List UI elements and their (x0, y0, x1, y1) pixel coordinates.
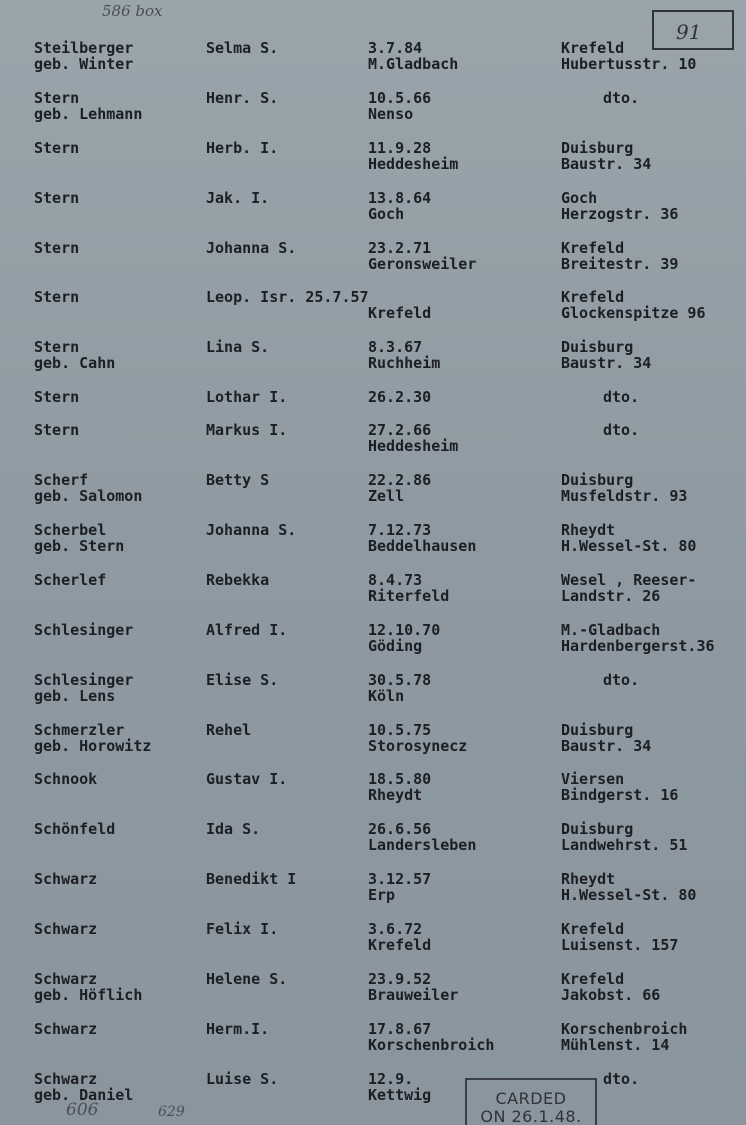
birth-cell-line: 23.9.52 (368, 970, 432, 989)
address-cell-line: Krefeld (561, 39, 625, 57)
given-name-cell-line: Jak. I. (206, 188, 270, 207)
address-cell (561, 871, 696, 903)
given-name-cell (206, 971, 287, 987)
birth-cell-line: 18.5.80 (368, 770, 432, 789)
surname-cell (34, 871, 97, 903)
birth-cell (368, 971, 458, 1003)
birth-cell-line: 27.2.66 (368, 421, 432, 440)
address-cell-line: Korschenbroich (561, 1019, 688, 1038)
address-cell-line: Musfeldstr. 93 (561, 487, 688, 506)
address-cell-line: Hardenbergerst.36 (561, 636, 715, 655)
surname-cell-line: Schönfeld (34, 820, 116, 839)
surname-cell-line: Stern (34, 238, 80, 257)
birth-cell-line: Zell (368, 487, 405, 506)
birth-cell-line: 30.5.78 (368, 670, 432, 689)
given-name-cell (206, 240, 296, 256)
birth-cell-line: 13.8.64 (368, 188, 432, 207)
birth-cell-line: 23.2.71 (368, 238, 432, 257)
given-name-cell (206, 672, 278, 688)
surname-cell (34, 522, 124, 554)
carded-stamp (465, 1078, 597, 1125)
surname-cell-line: geb. Höflich (34, 986, 143, 1005)
address-cell (561, 472, 687, 504)
entry-row (0, 522, 746, 572)
surname-cell-line: geb. Horowitz (34, 736, 152, 755)
address-cell-line (561, 106, 639, 122)
address-cell (561, 522, 696, 554)
birth-cell (368, 90, 431, 122)
birth-cell-line: 3.12.57 (368, 870, 432, 889)
surname-cell-line: Schwarz (34, 920, 98, 939)
address-cell (561, 140, 651, 172)
given-name-cell (206, 871, 296, 887)
birth-cell-line: 3.7.84 (368, 39, 423, 57)
surname-cell (34, 472, 142, 504)
surname-cell (34, 771, 97, 803)
address-cell (561, 971, 660, 1003)
surname-cell-line (34, 638, 133, 654)
surname-cell-line: geb. Lehmann (34, 104, 143, 123)
given-name-cell (206, 572, 269, 588)
address-cell-line: Duisburg (561, 820, 634, 839)
birth-cell-line: Nenso (368, 104, 414, 123)
given-name-cell (206, 1071, 278, 1087)
birth-cell-line: 22.2.86 (368, 471, 432, 490)
entry-row (0, 140, 746, 190)
given-name-cell-line: Gustav I. (206, 770, 288, 789)
surname-cell-line: Scherlef (34, 570, 107, 589)
entry-row (0, 971, 746, 1021)
given-name-cell-line: Rebekka (206, 570, 270, 589)
surname-cell (34, 1021, 97, 1053)
given-name-cell-line: Lina S. (206, 338, 270, 357)
given-name-cell-line: Johanna S. (206, 521, 297, 540)
given-name-cell-line: Helene S. (206, 970, 288, 989)
birth-cell (368, 622, 440, 654)
address-cell-line: Baustr. 34 (561, 154, 652, 173)
birth-cell-line: Kettwig (368, 1085, 432, 1104)
given-name-cell-line: Elise S. (206, 670, 279, 689)
given-name-cell (206, 771, 287, 787)
surname-cell (34, 572, 106, 604)
address-cell (561, 240, 678, 272)
birth-cell (368, 771, 431, 803)
address-cell-line: Breitestr. 39 (561, 254, 679, 273)
given-name-cell-line: Markus I. (206, 421, 288, 440)
surname-cell (34, 921, 97, 953)
address-cell-line: Baustr. 34 (561, 736, 652, 755)
address-cell (561, 921, 678, 953)
entry-row (0, 289, 746, 339)
address-cell-line: Duisburg (561, 138, 634, 157)
surname-cell (34, 389, 79, 421)
birth-cell (368, 572, 449, 604)
address-cell-line: Viersen (561, 770, 625, 789)
birth-cell (368, 472, 431, 504)
birth-cell-line: Ruchheim (368, 354, 441, 373)
surname-cell-line: Schlesinger (34, 620, 134, 639)
birth-cell (368, 722, 467, 754)
address-cell (561, 622, 715, 654)
birth-cell-line: 17.8.67 (368, 1019, 432, 1038)
birth-cell (368, 871, 431, 903)
surname-cell (34, 90, 142, 122)
entry-row (0, 339, 746, 389)
surname-cell-line: Stern (34, 88, 80, 107)
birth-cell-line (368, 289, 431, 305)
surname-cell-line: Stern (34, 188, 80, 207)
birth-cell-line: Brauweiler (368, 986, 459, 1005)
entry-row (0, 90, 746, 140)
birth-cell-line: 26.6.56 (368, 820, 432, 839)
address-cell-line: Goch (561, 188, 598, 207)
entry-row (0, 622, 746, 672)
given-name-cell (206, 622, 287, 638)
surname-cell-line: geb. Stern (34, 537, 125, 556)
given-name-cell (206, 821, 260, 837)
surname-cell-line (34, 837, 115, 853)
address-cell-line: Duisburg (561, 338, 634, 357)
address-cell-line: Baustr. 34 (561, 354, 652, 373)
surname-cell-line: Stern (34, 421, 80, 440)
address-cell-line (561, 405, 639, 421)
birth-cell-line: 8.4.73 (368, 570, 423, 589)
surname-cell-line: Stern (34, 338, 80, 357)
address-cell-line: Landstr. 26 (561, 586, 661, 605)
given-name-cell (206, 289, 369, 305)
given-name-cell (206, 921, 278, 937)
surname-cell-line: Schwarz (34, 1019, 98, 1038)
given-name-cell (206, 522, 296, 538)
surname-cell-line: geb. Cahn (34, 354, 116, 373)
address-cell-line: Glockenspitze 96 (561, 304, 706, 323)
birth-cell (368, 389, 431, 421)
surname-cell-line (34, 438, 79, 454)
address-cell-line: dto. (603, 1069, 640, 1088)
given-name-cell-line: Rehel (206, 720, 252, 739)
surname-cell-line: Stern (34, 388, 80, 407)
page-number-box: 91 (652, 10, 734, 50)
given-name-cell-line: Selma S. (206, 39, 279, 57)
address-cell (561, 771, 678, 803)
birth-cell-line: 10.5.75 (368, 720, 432, 739)
birth-cell-line: 12.10.70 (368, 620, 441, 639)
entry-row (0, 921, 746, 971)
handwritten-box-note: 586 box (102, 2, 163, 20)
given-name-cell (206, 389, 287, 405)
address-cell-line: Herzogstr. 36 (561, 204, 679, 223)
birth-cell-line: 11.9.28 (368, 138, 432, 157)
birth-cell-line: Heddesheim (368, 154, 459, 173)
birth-cell-line (368, 405, 431, 421)
address-cell-line: Duisburg (561, 471, 634, 490)
surname-cell-line (34, 787, 97, 803)
address-cell-line (561, 688, 639, 704)
address-cell (561, 389, 639, 421)
surname-cell-line: Stern (34, 138, 80, 157)
surname-cell (34, 971, 142, 1003)
address-cell-line: Rheydt (561, 521, 616, 540)
birth-cell-line: Riterfeld (368, 586, 450, 605)
surname-cell (34, 140, 79, 172)
address-cell-line: Jakobst. 66 (561, 986, 661, 1005)
given-name-cell (206, 722, 251, 738)
surname-cell-line: geb. Salomon (34, 487, 143, 506)
birth-cell (368, 140, 458, 172)
address-cell-line: Krefeld (561, 288, 625, 307)
surname-cell-line (34, 937, 97, 953)
entry-row (0, 190, 746, 240)
given-name-cell (206, 472, 269, 488)
birth-cell-line: 12.9. (368, 1069, 414, 1088)
birth-cell (368, 289, 431, 321)
entry-row (0, 1021, 746, 1071)
birth-cell (368, 1021, 494, 1053)
surname-cell (34, 1071, 133, 1103)
birth-cell (368, 522, 476, 554)
given-name-cell (206, 90, 278, 106)
entry-row (0, 472, 746, 522)
address-cell-line: H.Wessel-St. 80 (561, 537, 697, 556)
address-cell (561, 821, 687, 853)
birth-cell (368, 190, 431, 222)
given-name-cell-line: Leop. Isr. 25.7.57 (206, 288, 369, 307)
surname-cell-line: Schmerzler (34, 720, 125, 739)
surname-cell-line: Schwarz (34, 970, 98, 989)
address-cell-line: H.Wessel-St. 80 (561, 886, 697, 905)
birth-cell-line: 3.6.72 (368, 920, 423, 939)
birth-cell-line: Krefeld (368, 936, 432, 955)
given-name-cell-line: Benedikt I (206, 870, 297, 889)
given-name-cell-line: Henr. S. (206, 88, 279, 107)
entry-row (0, 572, 746, 622)
birth-cell (368, 1071, 431, 1103)
birth-cell (368, 821, 476, 853)
surname-cell (34, 821, 115, 853)
surname-cell-line: geb. Daniel (34, 1085, 134, 1104)
birth-cell (368, 240, 476, 272)
handwritten-number-2: 629 (158, 1104, 185, 1120)
given-name-cell-line: Lothar I. (206, 388, 288, 407)
address-cell (561, 672, 639, 704)
address-cell (561, 1021, 687, 1053)
birth-cell-line: Korschenbroich (368, 1035, 495, 1054)
given-name-cell (206, 190, 269, 206)
birth-cell-line: 8.3.67 (368, 338, 423, 357)
address-cell-line: Bindgerst. 16 (561, 786, 679, 805)
address-cell-line (561, 438, 639, 454)
address-cell-line: M.-Gladbach (561, 620, 661, 639)
surname-cell-line: Scherf (34, 471, 89, 490)
birth-cell-line: Erp (368, 886, 396, 905)
surname-cell (34, 289, 79, 321)
address-cell-line: Krefeld (561, 920, 625, 939)
surname-cell-line: Schnook (34, 770, 98, 789)
surname-cell (34, 422, 79, 454)
surname-cell-line (34, 1037, 97, 1053)
stamp-line-2: ON 26.1.48. (480, 1107, 582, 1125)
entry-row (0, 240, 746, 290)
surname-cell (34, 622, 133, 654)
given-name-cell (206, 140, 278, 156)
address-cell (561, 40, 696, 72)
address-cell-line: Hubertusstr. 10 (561, 55, 697, 73)
address-cell (561, 722, 651, 754)
given-name-cell (206, 1021, 269, 1037)
birth-cell (368, 422, 458, 454)
entry-row (0, 821, 746, 871)
birth-cell-line: Göding (368, 636, 423, 655)
address-cell (561, 289, 706, 321)
given-name-cell-line: Herm.I. (206, 1019, 270, 1038)
birth-cell-line: 10.5.66 (368, 88, 432, 107)
address-cell-line: dto. (603, 88, 640, 107)
surname-cell-line: geb. Winter (34, 55, 134, 73)
birth-cell-line: 26.2.30 (368, 388, 432, 407)
address-cell-line: dto. (603, 670, 640, 689)
given-name-cell (206, 339, 269, 355)
birth-cell (368, 339, 440, 371)
entry-row (0, 722, 746, 772)
address-cell-line: Wesel , Reeser- (561, 570, 697, 589)
birth-cell (368, 672, 431, 704)
surname-cell-line: Schlesinger (34, 670, 134, 689)
surname-cell-line: Schwarz (34, 1069, 98, 1088)
surname-cell-line: Steilberger (34, 39, 134, 57)
address-cell (561, 572, 696, 604)
birth-cell-line: Geronsweiler (368, 254, 477, 273)
birth-cell-line: Storosynecz (368, 736, 468, 755)
surname-cell (34, 672, 133, 704)
entry-row (0, 40, 746, 90)
birth-cell-line: Goch (368, 204, 405, 223)
given-name-cell (206, 422, 287, 438)
handwritten-number-1: 606 (66, 1100, 99, 1120)
given-name-cell-line: Betty S (206, 471, 270, 490)
entry-row (0, 771, 746, 821)
surname-cell-line (34, 887, 97, 903)
address-cell (561, 339, 651, 371)
entry-row (0, 422, 746, 472)
surname-cell-line (34, 256, 79, 272)
given-name-cell-line: Johanna S. (206, 238, 297, 257)
surname-cell (34, 190, 79, 222)
given-name-cell-line: Felix I. (206, 920, 279, 939)
entry-row (0, 672, 746, 722)
surname-cell (34, 339, 115, 371)
surname-cell (34, 40, 133, 72)
surname-cell-line (34, 305, 79, 321)
birth-cell-line: Köln (368, 686, 405, 705)
surname-cell-line (34, 206, 79, 222)
birth-cell (368, 921, 431, 953)
entry-row (0, 1071, 746, 1121)
surname-cell-line: geb. Lens (34, 686, 116, 705)
address-cell-line: dto. (603, 421, 640, 440)
address-cell-line: Luisenst. 157 (561, 936, 679, 955)
stamp-line-1: CARDED (495, 1089, 567, 1108)
address-cell (561, 90, 639, 122)
birth-cell-line: Landersleben (368, 836, 477, 855)
given-name-cell-line: Luise S. (206, 1069, 279, 1088)
surname-cell (34, 240, 79, 272)
address-cell-line: Krefeld (561, 970, 625, 989)
address-cell-line: Mühlenst. 14 (561, 1035, 670, 1054)
surname-cell-line: Scherbel (34, 521, 107, 540)
surname-cell-line: Stern (34, 288, 80, 307)
address-cell-line: Krefeld (561, 238, 625, 257)
given-name-cell-line: Ida S. (206, 820, 261, 839)
birth-cell-line: Beddelhausen (368, 537, 477, 556)
surname-cell (34, 722, 151, 754)
entry-row (0, 389, 746, 422)
entry-list (0, 40, 746, 1121)
address-cell (561, 190, 678, 222)
given-name-cell-line: Alfred I. (206, 620, 288, 639)
surname-cell-line (34, 405, 79, 421)
birth-cell-line: M.Gladbach (368, 55, 459, 73)
address-cell-line: Rheydt (561, 870, 616, 889)
surname-cell-line (34, 588, 106, 604)
birth-cell-line: Krefeld (368, 304, 432, 323)
birth-cell-line: 7.12.73 (368, 521, 432, 540)
address-cell-line: Duisburg (561, 720, 634, 739)
address-cell-line: dto. (603, 388, 640, 407)
birth-cell-line: Heddesheim (368, 437, 459, 456)
entry-row (0, 871, 746, 921)
birth-cell (368, 40, 458, 72)
given-name-cell (206, 40, 278, 56)
surname-cell-line: Schwarz (34, 870, 98, 889)
surname-cell-line (34, 156, 79, 172)
given-name-cell-line: Herb. I. (206, 138, 279, 157)
address-cell-line: Landwehrst. 51 (561, 836, 688, 855)
address-cell (561, 422, 639, 454)
birth-cell-line: Rheydt (368, 786, 423, 805)
